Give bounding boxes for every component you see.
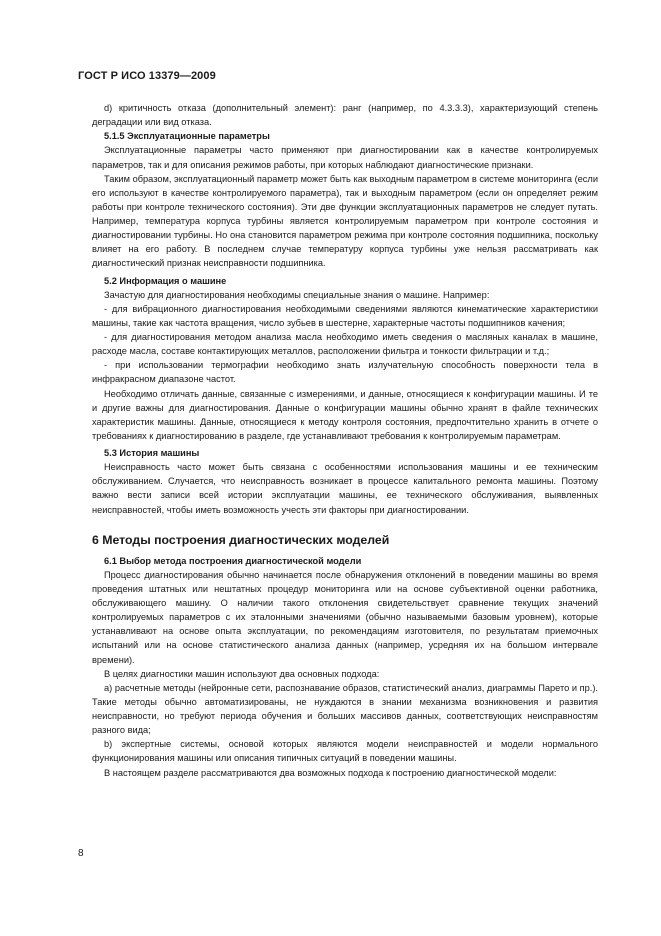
section-5-3-heading: 5.3 История машины (104, 448, 200, 458)
page-number: 8 (78, 848, 84, 859)
paragraph: В целях диагностики машин используют два основных подхода: (104, 668, 380, 679)
list-item-a: а) расчетные методы (нейронные сети, распознавание образов, статистический анализ, диаграммы Парето и пр.). Такие методы обычно автоматизированы, не нуждаются в знании механизма возникновения и развития неисправности, но требуют периода обучения и больших массивов данных, соответствующих неисправностям разного вида; (92, 682, 598, 736)
bullet-item: - для диагностирования методом анализа масла необходимо иметь сведения о масляных каналах в машине, расходе масла, составе контактирующих металлов, расположении фильтра и тонкости фильтрации и т.д.; (92, 332, 598, 357)
section-5-2-heading: 5.2 Информация о машине (104, 275, 227, 286)
paragraph: В настоящем разделе рассматриваются два возможных подхода к построению диагностической модели: (104, 767, 557, 778)
section-5-1-5-heading: 5.1.5 Эксплуатационные параметры (104, 131, 270, 142)
bullet-item: - для вибрационного диагностирования необходимыми сведениями являются кинематические характеристики машины, такие как частота вращения, число зубьев в шестерне, характерные частоты подшипников качения; (92, 303, 598, 328)
paragraph: Процесс диагностирования обычно начинается после обнаружения отклонений в поведении машины во время проведения штатных или нештатных процедур мониторинга или на основе субъективной оценки работника, обслуживающего машину. О наличии такого отклонения свидетельствует сравнение текущих значений контролируемых параметров с их эталонными значениями (обычно называемыми базовым уровнем), которые устанавливают на основе опыта эксплуатации, по рекомендациям изготовителя, по результатам приемочных испытаний или на основе статистического анализа данных (например, усредняя их на большом интервале времени). (92, 569, 598, 665)
bullet-item: - при использовании термографии необходимо знать излучательную способность поверхности тела в инфракрасном диапазоне частот. (92, 360, 598, 385)
paragraph: Неисправность часто может быть связана с особенностями использования машины и ее техническим обслуживанием. Случается, что неисправность возникает в процессе капитального ремонта машины. Поэтому важно вести записи всей истории эксплуатации машины, ее технического обслуживания, выявленных неисправностей, чтобы иметь возможность учесть эти факторы при диагностировании. (92, 462, 598, 515)
list-item-b: b) экспертные системы, основой которых являются модели неисправностей и модели нормального функционирования машины или описания типичных ситуаций в поведении машины. (92, 739, 598, 764)
list-item-d: d) критичность отказа (дополнительный элемент): ранг (например, по 4.3.3.3), характеризующий степень деградации или вид отказа. (92, 103, 598, 128)
paragraph: Зачастую для диагностирования необходимы специальные знания о машине. Например: (104, 289, 490, 300)
section-6-heading: 6 Методы построения диагностических моделей (92, 532, 390, 547)
paragraph: Необходимо отличать данные, связанные с измерениями, и данные, относящиеся к конфигурации машины. И те и другие важны для диагностирования. Данные о конфигурации машины обычно хранят в файле технических характеристик машины. Данные, относящиеся к методу контроля состояния, предпочтительно хранить в отчете о требованиях к диагностированию в разделе, где устанавливают требования к контролируемым параметрам. (92, 388, 598, 441)
page-body (92, 101, 598, 780)
section-6-1-heading: 6.1 Выбор метода построения диагностической модели (104, 555, 362, 566)
paragraph: Эксплуатационные параметры часто применяют при диагностировании как в качестве контролируемых параметров, так и для описания режимов работы, при которых наблюдают диагностические признаки. (92, 145, 598, 170)
standard-header: ГОСТ Р ИСО 13379—2009 (78, 70, 216, 82)
paragraph: Таким образом, эксплуатационный параметр может быть как выходным параметром в системе мониторинга (если его используют в качестве контролируемого параметра), так и выходным параметром (если он определяет режим работы при контроле технического состояния). Эти две функции эксплуатационных параметров не следует путать. Например, температура корпуса турбины является контролируемым параметром при контроле состояния и диагностировании турбины. Но она становится параметром режима при контроле состояния подшипника, поскольку влияет на его работу. В последнем случае температуру корпуса турбины уже нельзя рассматривать как диагностический признак неисправности подшипника. (92, 173, 598, 269)
